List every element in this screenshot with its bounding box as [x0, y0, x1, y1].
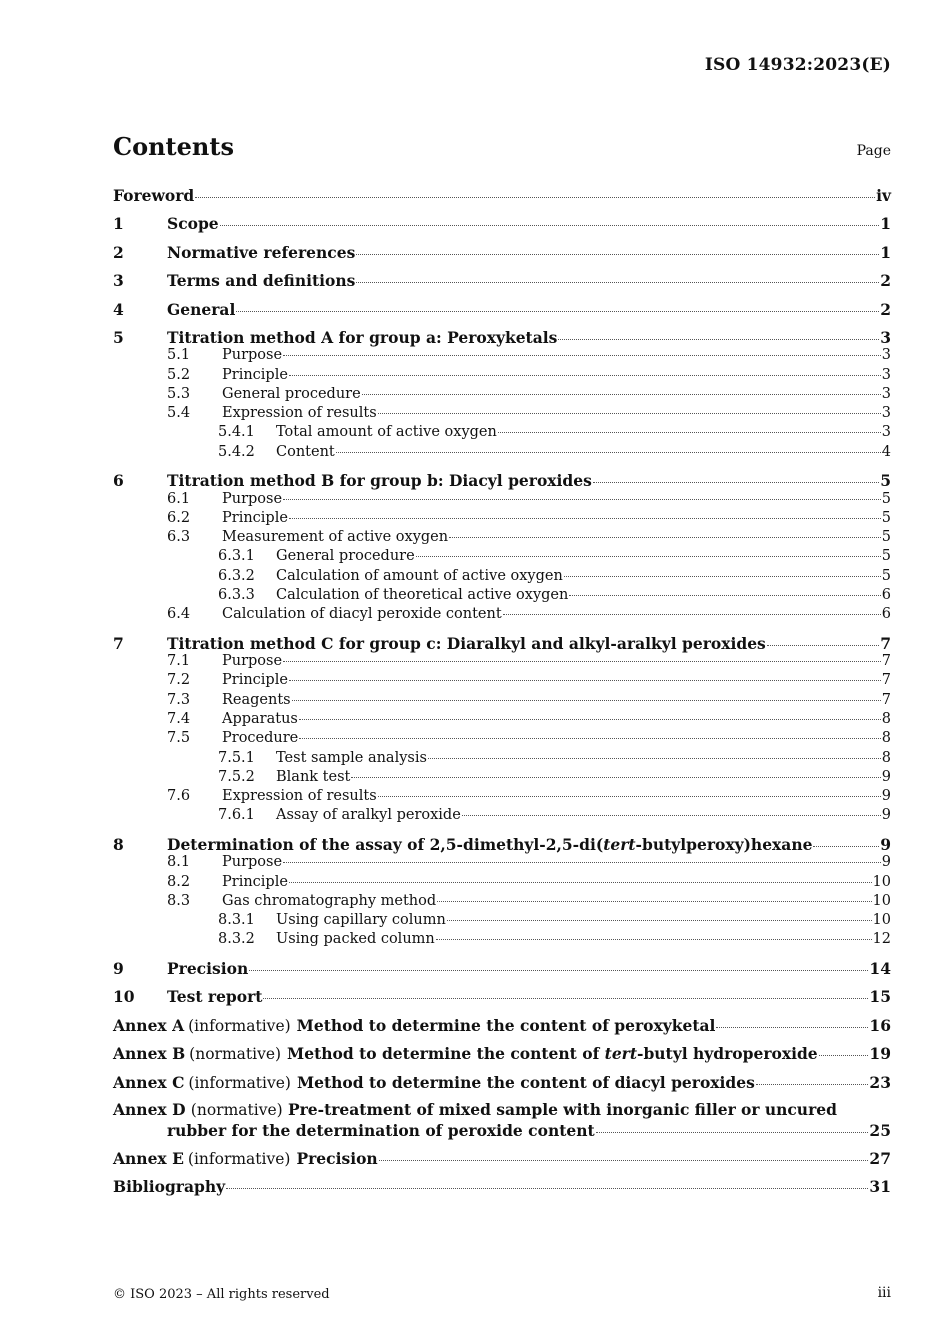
toc-entry-6-3[interactable]: 6.3 Measurement of active oxygen 5 — [167, 529, 891, 546]
toc-entry-7-1[interactable]: 7.1 Purpose 7 — [167, 653, 891, 670]
annex-d-second-line: rubber for the determination of peroxide content 25 — [167, 1120, 891, 1140]
dot-leader — [564, 576, 881, 577]
annex-d-first-line: Annex D (normative) Pre-treatment of mixed sample with inorganic filler or uncured — [113, 1099, 837, 1119]
toc-entry-annex-d[interactable] — [113, 1100, 891, 1148]
toc-entry-annex-b[interactable]: Annex B (normative) Method to determine the content of tert-butyl hydroperoxide 19 — [113, 1044, 891, 1064]
toc-entry-1[interactable]: 1 Scope 1 — [113, 214, 891, 234]
toc-entry-5-3[interactable]: 5.3 General procedure 3 — [167, 385, 891, 402]
toc-entry-8-3-1[interactable]: 8.3.1 Using capillary column 10 — [218, 912, 891, 929]
dot-leader — [289, 518, 881, 519]
toc-entry-7-3[interactable]: 7.3 Reagents 7 — [167, 691, 891, 708]
dot-leader — [593, 482, 879, 483]
dot-leader — [378, 796, 881, 797]
toc-entry-annex-e[interactable]: Annex E (informative) Precision 27 — [113, 1148, 891, 1168]
dot-leader — [569, 595, 880, 596]
toc-entry-9[interactable]: 9 Precision 14 — [113, 958, 891, 978]
dot-leader — [289, 375, 881, 376]
toc-entry-6-3-3[interactable]: 6.3.3 Calculation of theoretical active oxygen 6 — [218, 587, 891, 604]
dot-leader — [283, 862, 881, 863]
document-id: ISO 14932:2023(E) — [704, 55, 891, 75]
dot-leader — [767, 645, 879, 646]
toc-entry-7-5[interactable]: 7.5 Procedure 8 — [167, 730, 891, 747]
toc-entry-7-4[interactable]: 7.4 Apparatus 8 — [167, 711, 891, 727]
dot-leader — [596, 1132, 869, 1133]
dot-leader — [437, 901, 871, 902]
toc-entry-8-3-2[interactable]: 8.3.2 Using packed column 12 — [218, 931, 891, 948]
toc-entry-7-6[interactable]: 7.6 Expression of results 9 — [167, 788, 891, 805]
toc-entry-foreword[interactable]: Foreword iv — [113, 186, 891, 205]
copyright-notice: © ISO 2023 – All rights reserved — [113, 1287, 330, 1302]
dot-leader — [292, 700, 881, 701]
dot-leader — [416, 556, 881, 557]
toc-entry-4[interactable]: 4 General 2 — [113, 299, 891, 319]
dot-leader — [249, 970, 868, 971]
page-number: iii — [877, 1285, 891, 1301]
dot-leader — [299, 719, 881, 720]
dot-leader — [428, 758, 881, 759]
toc-entry-annex-c[interactable]: Annex C (informative) Method to determine the content of diacyl peroxides 23 — [113, 1072, 891, 1092]
toc-entry-bibliography[interactable]: Bibliography 31 — [113, 1177, 891, 1197]
toc-entry-7-5-2[interactable]: 7.5.2 Blank test 9 — [218, 768, 891, 785]
page-column-label: Page — [856, 143, 891, 159]
dot-leader — [289, 680, 881, 681]
dot-leader — [226, 1188, 868, 1189]
dot-leader — [356, 254, 879, 255]
toc-entry-6-2[interactable]: 6.2 Principle 5 — [167, 509, 891, 526]
toc-entry-8-2[interactable]: 8.2 Principle 10 — [167, 873, 891, 890]
toc-entry-7-2[interactable]: 7.2 Principle 7 — [167, 672, 891, 689]
toc-entry-5-1[interactable]: 5.1 Purpose 3 — [167, 347, 891, 364]
toc-entry-7[interactable]: 7 Titration method C for group c: Diaralkyl and alkyl-aralkyl peroxides 7 — [113, 633, 891, 653]
toc-entry-annex-a[interactable]: Annex A (informative) Method to determine the content of peroxyketal 16 — [113, 1015, 891, 1035]
dot-leader — [378, 413, 881, 414]
dot-leader — [263, 998, 868, 999]
dot-leader — [283, 355, 881, 356]
dot-leader — [236, 311, 879, 312]
dot-leader — [379, 1160, 869, 1161]
toc-entry-8-3[interactable]: 8.3 Gas chromatography method 10 — [167, 892, 891, 909]
dot-leader — [813, 846, 879, 847]
toc-entry-3[interactable]: 3 Terms and definitions 2 — [113, 271, 891, 291]
toc-entry-5-2[interactable]: 5.2 Principle 3 — [167, 366, 891, 383]
dot-leader — [283, 499, 881, 500]
dot-leader — [503, 614, 881, 615]
dot-leader — [447, 920, 872, 921]
contents-title: Contents — [113, 132, 234, 161]
toc-entry-6[interactable]: 6 Titration method B for group b: Diacyl peroxides 5 — [113, 471, 891, 491]
toc-entry-5-4-2[interactable]: 5.4.2 Content 4 — [218, 443, 891, 460]
toc-entry-5[interactable]: 5 Titration method A for group a: Peroxyketals 3 — [113, 327, 891, 347]
dot-leader — [336, 452, 881, 453]
dot-leader — [195, 197, 875, 198]
toc-entry-7-6-1[interactable]: 7.6.1 Assay of aralkyl peroxide 9 — [218, 807, 891, 824]
toc-entry-6-4[interactable]: 6.4 Calculation of diacyl peroxide content 6 — [167, 606, 891, 623]
toc-entry-7-5-1[interactable]: 7.5.1 Test sample analysis 8 — [218, 749, 891, 766]
table-of-contents — [113, 185, 891, 1205]
dot-leader — [462, 815, 881, 816]
toc-entry-6-1[interactable]: 6.1 Purpose 5 — [167, 490, 891, 507]
dot-leader — [819, 1055, 869, 1056]
toc-entry-8[interactable]: 8 Determination of the assay of 2,5-dimethyl-2,5-di(tert-butylperoxy)hexane 9 — [113, 834, 891, 854]
toc-entry-5-4[interactable]: 5.4 Expression of results 3 — [167, 405, 891, 422]
dot-leader — [498, 432, 881, 433]
dot-leader — [716, 1027, 868, 1028]
toc-entry-5-4-1[interactable]: 5.4.1 Total amount of active oxygen 3 — [218, 424, 891, 441]
toc-entry-6-3-2[interactable]: 6.3.2 Calculation of amount of active oxygen 5 — [218, 567, 891, 584]
dot-leader — [362, 394, 881, 395]
dot-leader — [220, 225, 880, 226]
toc-entry-10[interactable]: 10 Test report 15 — [113, 987, 891, 1007]
toc-entry-2[interactable]: 2 Normative references 1 — [113, 242, 891, 262]
dot-leader — [449, 537, 881, 538]
dot-leader — [436, 939, 872, 940]
dot-leader — [756, 1084, 869, 1085]
dot-leader — [356, 282, 879, 283]
toc-entry-8-1[interactable]: 8.1 Purpose 9 — [167, 854, 891, 871]
dot-leader — [351, 777, 880, 778]
dot-leader — [558, 339, 879, 340]
dot-leader — [299, 738, 881, 739]
dot-leader — [283, 661, 881, 662]
toc-entry-6-3-1[interactable]: 6.3.1 General procedure 5 — [218, 548, 891, 565]
dot-leader — [289, 882, 872, 883]
